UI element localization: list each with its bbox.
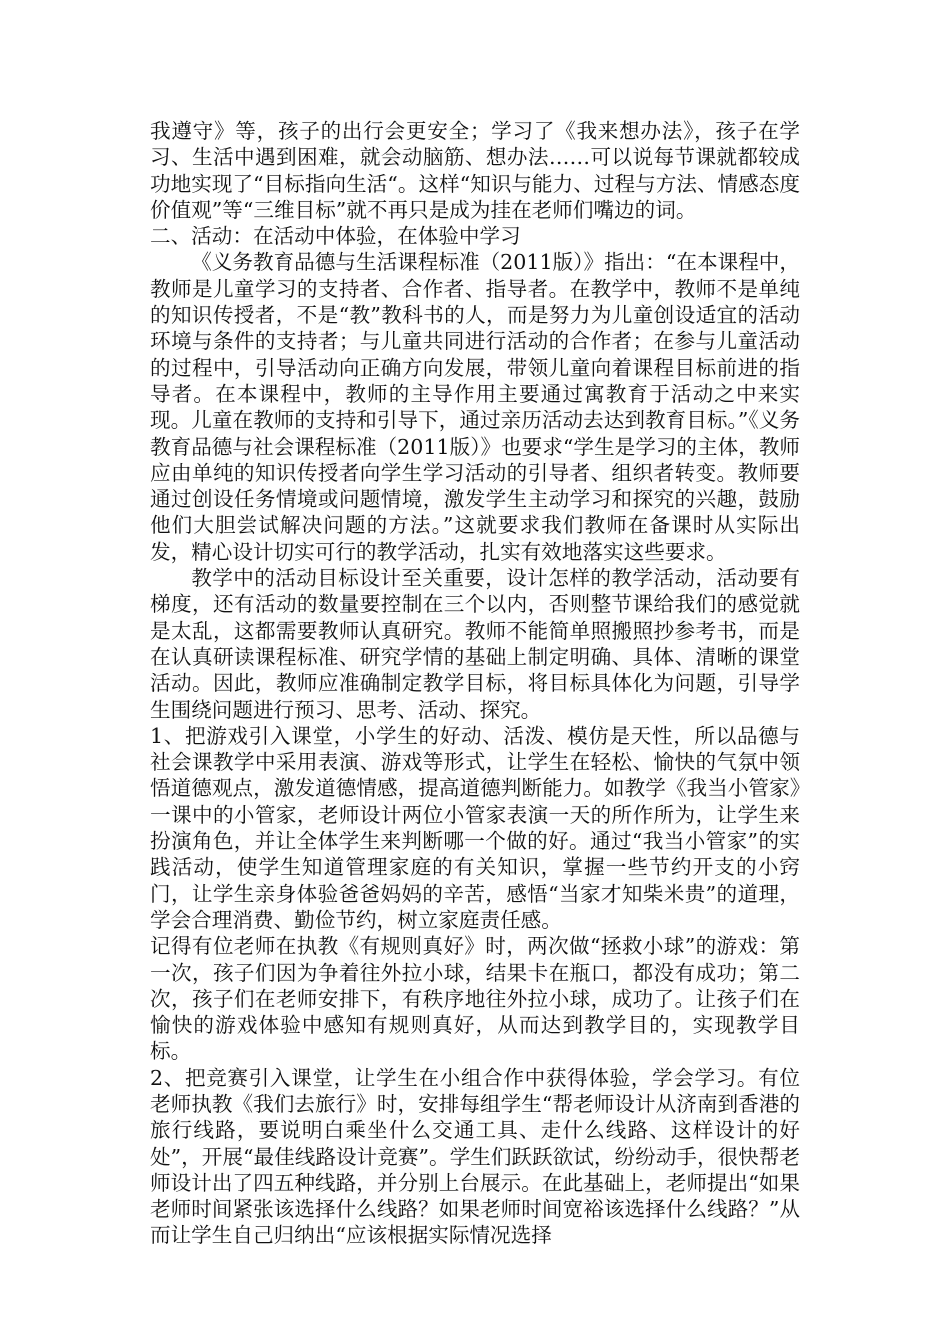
list-item: 1、把游戏引入课堂，小学生的好动、活泼、模仿是天性，所以品德与社会课教学中采用表演、游戏等形式，让学生在轻松、愉快的气氛中领悟道德观点，激发道德情感，提高道德判断能力。如教学《我当小管家》一课中的小管家，老师设计两位小管家表演一天的所作所为，让学生来扮演角色，并让全体学生来判断哪一个做的好。通过“我当小管家”的实践活动，使学生知道管理家庭的有关知识，掌握一些节约开支的小窍门，让学生亲身体验爸爸妈妈的辛苦，感悟“当家才知柴米贵”的道理，学会合理消费、勤俭节约，树立家庭责任感。 — [150, 723, 800, 932]
paragraph-continued: 我遵守》等，孩子的出行会更安全；学习了《我来想办法》，孩子在学习、生活中遇到困难，就会动脑筋、想办法……可以说每节课就都较成功地实现了“目标指向生活“。这样“知识与能力、过程与方法、情感态度价值观”等“三维目标”就不再只是成为挂在老师们嘴边的词。 — [150, 119, 800, 222]
paragraph: 教学中的活动目标设计至关重要，设计怎样的教学活动，活动要有梯度，还有活动的数量要控制在三个以内，否则整节课给我们的感觉就是太乱，这都需要教师认真研究。教师不能简单照搬照抄参考书，而是在认真研读课程标准、研究学情的基础上制定明确、具体、清晰的课堂活动。因此，教师应准确制定教学目标，将目标具体化为问题，引导学生围绕问题进行预习、思考、活动、探究。 — [150, 566, 800, 722]
paragraph: 《义务教育品德与生活课程标准（2011版）》指出：“在本课程中，教师是儿童学习的支持者、合作者、指导者。在教学中，教师不是单纯的知识传授者，不是“教”教科书的人，而是努力为儿童创设适宜的活动环境与条件的支持者；与儿童共同进行活动的合作者；在参与儿童活动的过程中，引导活动向正确方向发展，带领儿童向着课程目标前进的指导者。在本课程中，教师的主导作用主要通过寓教育于活动之中来实现。儿童在教师的支持和引导下，通过亲历活动去达到教育目标。”《义务教育品德与社会课程标准（2011版）》也要求“学生是学习的主体，教师应由单纯的知识传授者向学生学习活动的引导者、组织者转变。教师要通过创设任务情境或问题情境，激发学生主动学习和探究的兴趣，鼓励他们大胆尝试解决问题的方法。”这就要求我们教师在备课时从实际出发，精心设计切实可行的教学活动，扎实有效地落实这些要求。 — [150, 250, 800, 564]
section-heading: 二、活动：在活动中体验，在体验中学习 — [150, 224, 521, 249]
document-body — [150, 118, 800, 1249]
paragraph: 记得有位老师在执教《有规则真好》时，两次做“拯救小球”的游戏：第一次，孩子们因为争着往外拉小球，结果卡在瓶口，都没有成功；第二次，孩子们在老师安排下，有秩序地往外拉小球，成功了。让孩子们在愉快的游戏体验中感知有规则真好，从而达到教学目的，实现教学目标。 — [150, 934, 800, 1064]
list-item: 2、把竞赛引入课堂，让学生在小组合作中获得体验，学会学习。有位老师执教《我们去旅行》时，安排每组学生“帮老师设计从济南到香港的旅行线路，要说明白乘坐什么交通工具、走什么线路、这样设计的好处”，开展“最佳线路设计竞赛”。学生们跃跃欲试，纷纷动手，很快帮老师设计出了四五种线路，并分别上台展示。在此基础上，老师提出“如果老师时间紧张该选择什么线路？如果老师时间宽裕该选择什么线路？”从而让学生自己归纳出“应该根据实际情况选择 — [150, 1065, 800, 1248]
